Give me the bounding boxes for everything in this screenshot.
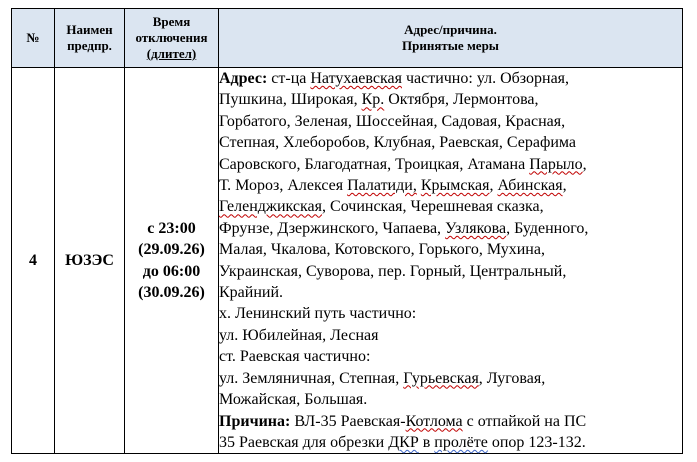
header-details-line: Адрес/причина.	[404, 22, 497, 37]
row-number: 4	[12, 68, 55, 454]
address-line: Т. Мороз, Алексея Палатиди, Крымская, Абинская,	[219, 177, 567, 195]
header-time-line: Время	[152, 14, 191, 29]
header-row	[12, 9, 683, 68]
time-line: (30.09.26)	[138, 284, 205, 302]
header-number: №	[12, 9, 55, 68]
address-text: ст-ца Натухаевская частично: ул. Обзорная,	[271, 70, 570, 87]
outage-table	[11, 8, 683, 454]
address-line: ст. Раевская частично:	[219, 348, 371, 366]
address-line: Украинская, Суворова, пер. Горный, Центральный,	[219, 262, 567, 280]
header-time	[125, 9, 219, 68]
address-line: Степная, Хлеборобов, Клубная, Раевская, Серафима	[219, 134, 576, 152]
reason-label: Причина:	[219, 412, 291, 430]
reason-line	[219, 411, 682, 432]
address-label: Адрес:	[219, 70, 268, 87]
row-org: ЮЗЭС	[55, 68, 125, 454]
address-line: Пушкина, Широкая, Кр. Октября, Лермонтова,	[219, 91, 539, 109]
address-line: Саровского, Благодатная, Троицкая, Атамана Парыло,	[219, 155, 587, 173]
time-line: (29.09.26)	[138, 241, 205, 259]
address-line: ул. Земляничная, Степная, Гурьевская, Луговая,	[219, 369, 546, 387]
address-line: Можайская, Большая.	[219, 391, 368, 409]
time-line: до 06:00	[142, 262, 201, 280]
address-line: Фрунзе, Дзержинского, Чапаева, Узлякова, Буденного,	[219, 219, 589, 237]
row-details	[219, 68, 683, 454]
header-org-line: Наимен	[66, 22, 113, 37]
header-details	[219, 9, 683, 68]
address-line: Горбатого, Зеленая, Шоссейная, Садовая, Красная,	[219, 112, 566, 130]
reason-text: ВЛ-35 Раевская-Котлома с отпайкой на ПС	[294, 412, 587, 430]
header-time-line: (длител)	[146, 46, 197, 61]
header-org	[55, 9, 125, 68]
header-time-line: отключения	[135, 30, 208, 45]
address-line: х. Ленинский путь частично:	[219, 305, 417, 323]
reason-line: 35 Раевская для обрезки ДКР в пролёте опор 123-132.	[219, 433, 586, 451]
address-line: Крайний.	[219, 284, 284, 302]
address-line	[219, 68, 682, 89]
address-line: Геленджикская, Сочинская, Черешневая сказка,	[219, 198, 544, 216]
address-line: Малая, Чкалова, Котовского, Горького, Мухина,	[219, 241, 545, 259]
address-line: ул. Юбилейная, Лесная	[219, 326, 379, 344]
header-org-line: предпр.	[67, 38, 112, 53]
table-row	[12, 68, 683, 454]
header-details-line: Принятые меры	[402, 38, 499, 53]
time-line: с 23:00	[147, 219, 196, 237]
row-time	[125, 68, 219, 454]
